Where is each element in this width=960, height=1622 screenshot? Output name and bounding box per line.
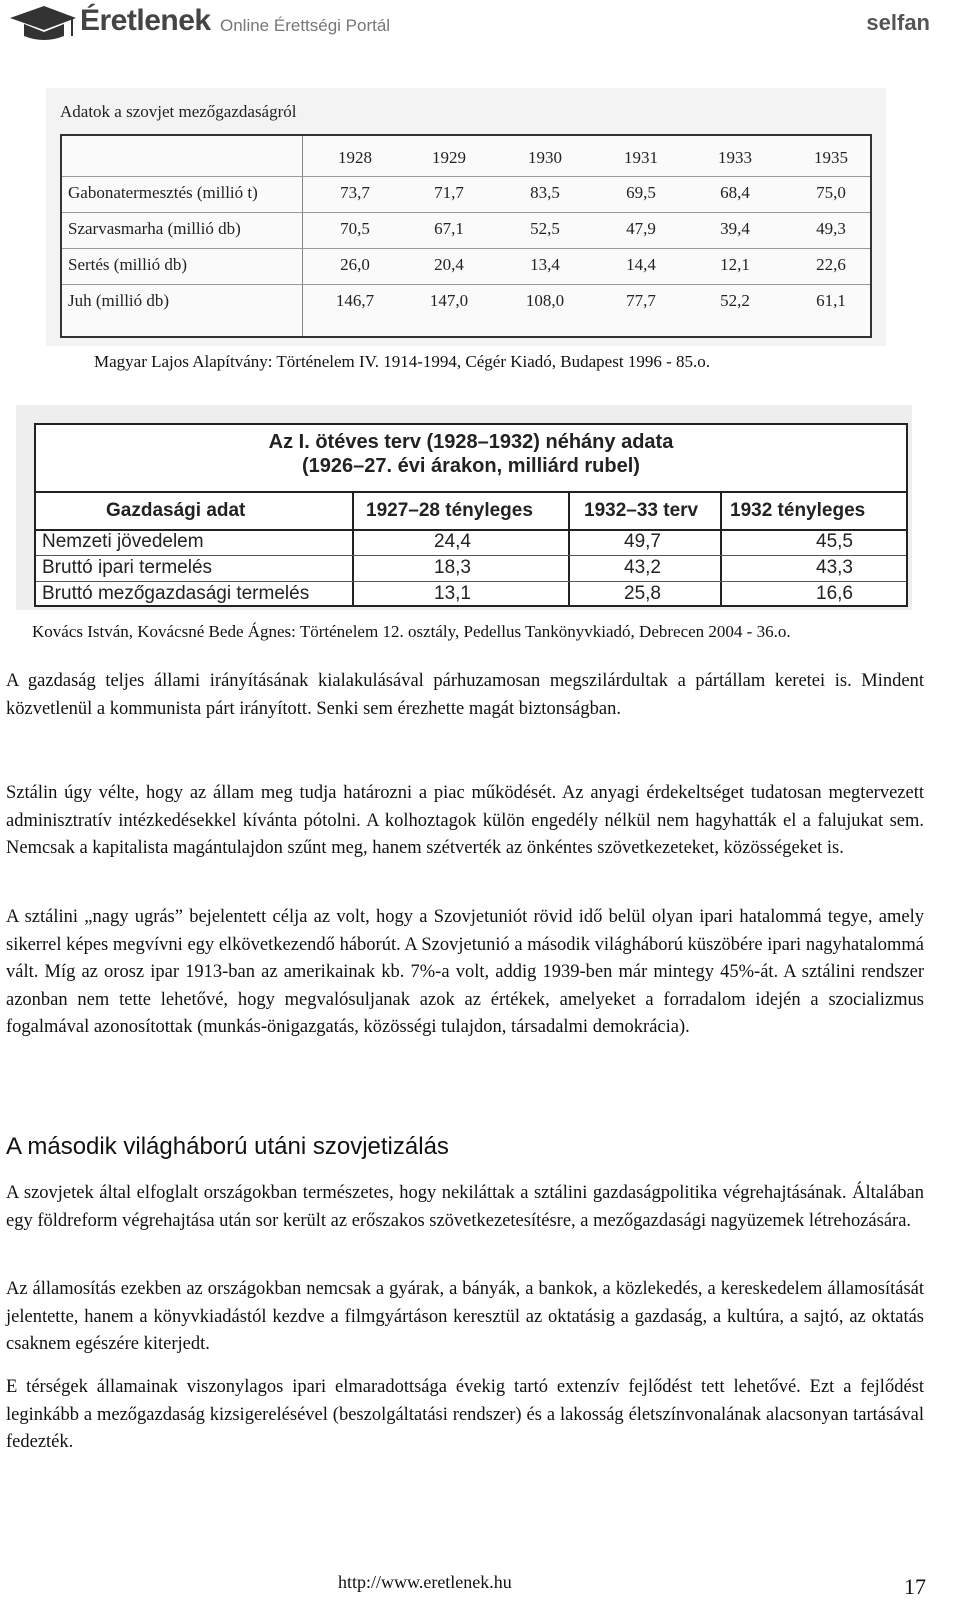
table-cell: 147,0 [429,291,469,310]
site-logo-text[interactable]: Éretlenek [80,4,211,37]
table-title: Az I. ötéves terv (1928–1932) néhány adata [268,431,674,453]
table-cell: 52,5 [530,219,560,238]
table-caption: Magyar Lajos Alapítvány: Történelem IV. 1914-1994, Cégér Kiadó, Budapest 1996 - 85.o. [94,352,710,371]
table-caption: Kovács István, Kovácsné Bede Ágnes: Történelem 12. osztály, Pedellus Tankönyvkiadó, Debrecen 2004 - 36.o. [32,622,791,641]
agriculture-table [60,134,872,338]
column-header: 1932–33 terv [584,500,699,521]
table-cell: 68,4 [720,183,750,202]
paragraph: Sztálin úgy vélte, hogy az állam meg tudja határozni a piac működését. Az anyagi érdekeltséget tudatosan megtervezett adminisztratív intézkedésekkel kívánta pótolni. A kolhoztagok külön engedély nélkül nem hagyhatták el a falujukat sem. Nemcsak a kapitalista magántulajdon szűnt meg, hanem szétverték az önkéntes szövetkezeteket, közösségeket is. [6,783,924,858]
year-header: 1929 [432,148,466,167]
table-cell: 69,5 [626,183,656,202]
table-cell: 61,1 [816,291,846,310]
paragraph: Az államosítás ezekben az országokban nemcsak a gyárak, a bányák, a bankok, a közlekedés, a kereskedelem államosítását jelentette, hanem a könyvkiadástól kezdve a filmgyártáson keresztül az oktatásig a gazdaság, a kultúra, a sajtó, az oktatás csaknem egészére kiterjedt. [6,1279,924,1354]
row-label: Juh (millió db) [68,291,170,310]
table-cell: 73,7 [340,183,370,202]
table-cell: 146,7 [335,291,375,310]
table-row [62,212,870,247]
row-label: Nemzeti jövedelem [42,531,204,552]
table-row [36,529,906,556]
row-label: Bruttó ipari termelés [42,557,213,578]
table-title: Adatok a szovjet mezőgazdaságról [60,102,297,121]
table-cell: 43,2 [624,557,661,578]
table-subtitle: (1926–27. évi árakon, milliárd rubel) [302,455,640,477]
paragraph: A szovjetek által elfoglalt országokban természetes, hogy nekiláttak a sztálini gazdaságpolitika végrehajtásának. Általában egy földreform végrehajtása után sor került az erőszakos szövetkezetesítésre, a mezőgazdasági nagyüzemek létrehozására. [6,1183,924,1231]
table-row [62,284,870,319]
section-heading: A második világháború utáni szovjetizálás [6,1133,449,1160]
row-label: Gabonatermesztés (millió t) [68,183,258,202]
column-header: 1932 tényleges [730,500,866,521]
page-header [0,0,960,56]
year-header: 1931 [624,148,658,167]
footer-url-link[interactable]: http://www.eretlenek.hu [338,1572,512,1592]
table-cell: 12,1 [720,255,750,274]
table-cell: 22,6 [816,255,846,274]
table-cell: 47,9 [626,219,656,238]
table-cell: 83,5 [530,183,560,202]
table-cell: 45,5 [816,531,853,552]
table-cell: 70,5 [340,219,370,238]
table-cell: 39,4 [720,219,750,238]
table-header-row [62,142,870,176]
row-label: Bruttó mezőgazdasági termelés [42,583,310,604]
five-year-plan-table [34,423,908,607]
paragraph: A sztálini „nagy ugrás” bejelentett célja az volt, hogy a Szovjetuniót rövid idő belül olyan ipari hatalommá tegye, amely sikerrel képes megvívni egy elkövetkezendő háborút. A Szovjetunió a második világháború küszöbére ipari nagyhatalommá vált. Míg az orosz ipar 1913-ban az amerikainak kb. 7%-a volt, addig 1939-ben már mintegy 45%-át. A sztálini rendszer azonban nem tette lehetővé, hogy megvalósuljanak azok az értékek, amelyeket a forradalom idején a szocializmus fogalmával azonosítottak (munkás-önigazgatás, közösségi tulajdon, társadalmi demokrácia). [6,907,924,1037]
table-row [62,176,870,211]
table-cell: 24,4 [434,531,471,552]
partner-logo[interactable]: selfan [866,10,930,35]
table-cell: 43,3 [816,557,853,578]
row-label: Sertés (millió db) [68,255,187,274]
column-header: Gazdasági adat [106,500,246,521]
column-header: 1927–28 tényleges [366,500,533,521]
table-cell: 13,4 [530,255,560,274]
graduation-cap-icon [8,2,78,44]
table-cell: 20,4 [434,255,464,274]
site-logo-subtitle: Online Érettségi Portál [220,16,391,35]
table-cell: 13,1 [434,583,471,604]
year-header: 1933 [718,148,752,167]
year-header: 1935 [814,148,848,167]
five-year-plan-table-scan [16,405,912,610]
row-label: Szarvasmarha (millió db) [68,219,241,238]
table-cell: 71,7 [434,183,464,202]
table-cell: 52,2 [720,291,750,310]
year-header: 1928 [338,148,372,167]
table-cell: 49,3 [816,219,846,238]
table-cell: 67,1 [434,219,464,238]
table-cell: 14,4 [626,255,656,274]
paragraph: A gazdaság teljes állami irányításának kialakulásával párhuzamosan megszilárdultak a pártállam keretei is. Mindent közvetlenül a kommunista párt irányított. Senki sem érezhette magát biztonságban. [6,671,924,719]
table-row [36,555,906,582]
table-cell: 49,7 [624,531,661,552]
year-header: 1930 [528,148,562,167]
table-cell: 26,0 [340,255,370,274]
table-header-row [36,491,906,531]
table-row [36,581,906,607]
table-cell: 16,6 [816,583,853,604]
table-cell: 108,0 [525,291,565,310]
table-row [62,248,870,283]
page-number: 17 [904,1574,926,1599]
table-cell: 77,7 [626,291,656,310]
table-cell: 25,8 [624,583,661,604]
paragraph: E térségek államainak viszonylagos ipari elmaradottsága évekig tartó extenzív fejlődést tett lehetővé. Ezt a fejlődést leginkább a mezőgazdaság kizsigerelésével (beszolgáltatási rendszer) és a lakosság életszínvonalának alacsonyan tartásával fedezték. [6,1377,924,1452]
table-cell: 18,3 [434,557,471,578]
table-cell: 75,0 [816,183,846,202]
agriculture-table-scan [46,88,886,346]
